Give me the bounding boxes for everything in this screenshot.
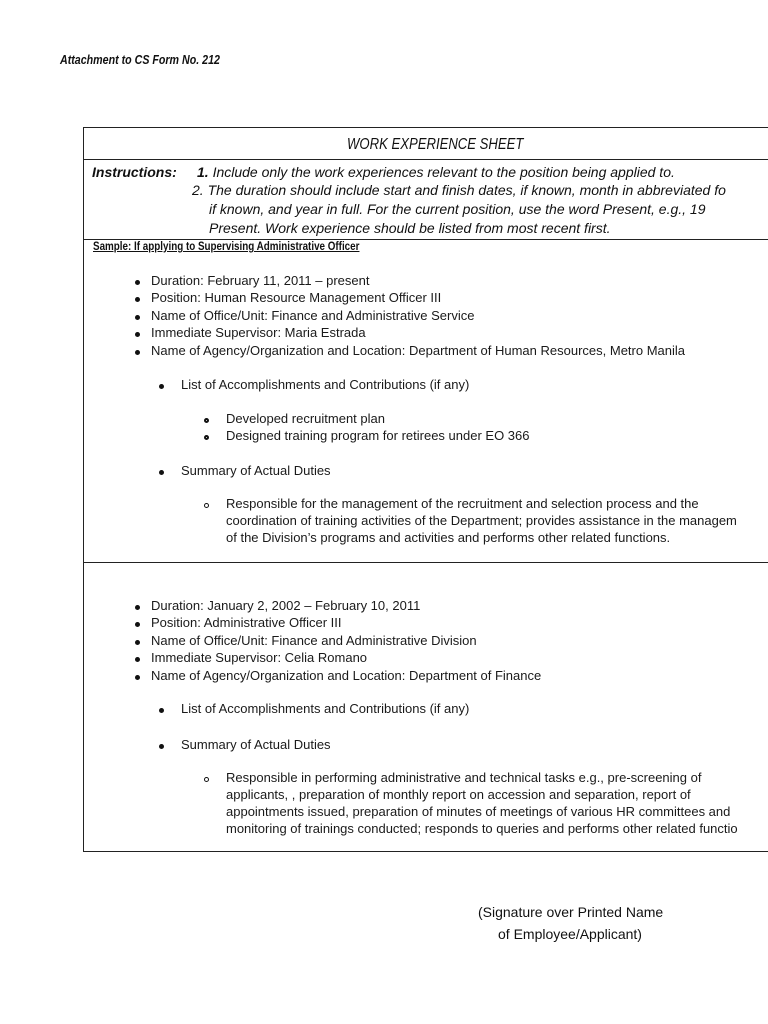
bullet-icon [135, 675, 140, 680]
entry1-accomplishment-1: Developed recruitment plan [226, 411, 385, 426]
instruction-item-1-number: 1. [197, 164, 209, 180]
instruction-item-2-line-3: Present. Work experience should be listed from most recent first. [209, 220, 611, 236]
instruction-item-1-text: Include only the work experiences relevant to the position being applied to. [212, 164, 675, 180]
instruction-item-2-line-1: 2. The duration should include start and finish dates, if known, month in abbreviated fo [192, 182, 726, 198]
entry2-duties-line-2: applicants, , preparation of monthly report on accession and separation, report of [226, 787, 691, 802]
bullet-icon [159, 470, 164, 475]
circle-bullet-icon [204, 418, 209, 423]
entry1-accomplishment-2: Designed training program for retirees under EO 366 [226, 428, 530, 443]
entry1-supervisor: Immediate Supervisor: Maria Estrada [151, 325, 366, 340]
bullet-icon [135, 297, 140, 302]
entry1-agency: Name of Agency/Organization and Location: Department of Human Resources, Metro Manila [151, 343, 685, 358]
signature-line-2: of Employee/Applicant) [498, 926, 642, 942]
signature-line-1: (Signature over Printed Name [478, 904, 664, 920]
entry1-position: Position: Human Resource Management Officer III [151, 290, 442, 305]
attachment-note: Attachment to CS Form No. 212 [60, 52, 220, 67]
entry2-duration: Duration: January 2, 2002 – February 10, 2011 [151, 598, 421, 613]
instruction-item-1 [197, 164, 675, 180]
entry2-position: Position: Administrative Officer III [151, 615, 342, 630]
entry2-supervisor: Immediate Supervisor: Celia Romano [151, 650, 368, 665]
entry1-duties-label: Summary of Actual Duties [181, 463, 331, 478]
instruction-item-2-line-2: if known, and year in full. For the current position, use the word Present, e.g., 19 [209, 201, 706, 217]
entry2-accomplishments-label: List of Accomplishments and Contributions (if any) [181, 701, 470, 716]
entry1-office: Name of Office/Unit: Finance and Administrative Service [151, 308, 475, 323]
bullet-icon [135, 640, 140, 645]
sample-label: Sample: If applying to Supervising Administrative Officer [93, 239, 360, 253]
sample-entry-row [84, 239, 768, 563]
entry1-accomplishments-label: List of Accomplishments and Contributions (if any) [181, 377, 470, 392]
bullet-icon [135, 280, 140, 285]
bullet-icon [135, 622, 140, 627]
sheet-title: WORK EXPERIENCE SHEET [347, 136, 524, 153]
entry2-duties-line-4: monitoring of trainings conducted; responds to queries and performs other related functio [226, 821, 738, 836]
bullet-icon [135, 657, 140, 662]
circle-bullet-icon [204, 777, 209, 782]
bullet-icon [135, 350, 140, 355]
entry1-duties-line-1: Responsible for the management of the recruitment and selection process and the [226, 496, 699, 511]
bullet-icon [159, 384, 164, 389]
bullet-icon [159, 708, 164, 713]
entry2-duties-line-3: appointments issued, preparation of minutes of meetings of various HR committees and [226, 804, 731, 819]
entry2-office: Name of Office/Unit: Finance and Administrative Division [151, 633, 477, 648]
bullet-icon [135, 315, 140, 320]
entry2-duties-line-1: Responsible in performing administrative and technical tasks e.g., pre-screening of [226, 770, 702, 785]
circle-bullet-icon [204, 503, 209, 508]
entry2-agency: Name of Agency/Organization and Location: Department of Finance [151, 668, 542, 683]
entry1-duties-line-3: of the Division’s programs and activities and performs other related functions. [226, 530, 671, 545]
instructions-label: Instructions: [92, 164, 177, 180]
entry1-duration: Duration: February 11, 2011 – present [151, 273, 370, 288]
bullet-icon [159, 744, 164, 749]
second-entry-row [84, 562, 768, 852]
bullet-icon [135, 332, 140, 337]
work-experience-sheet [83, 127, 768, 852]
title-row [84, 128, 768, 160]
bullet-icon [135, 605, 140, 610]
instructions-row [84, 159, 768, 240]
entry2-duties-label: Summary of Actual Duties [181, 737, 331, 752]
circle-bullet-icon [204, 435, 209, 440]
entry1-duties-line-2: coordination of training activities of the Department; provides assistance in the managem [226, 513, 737, 528]
